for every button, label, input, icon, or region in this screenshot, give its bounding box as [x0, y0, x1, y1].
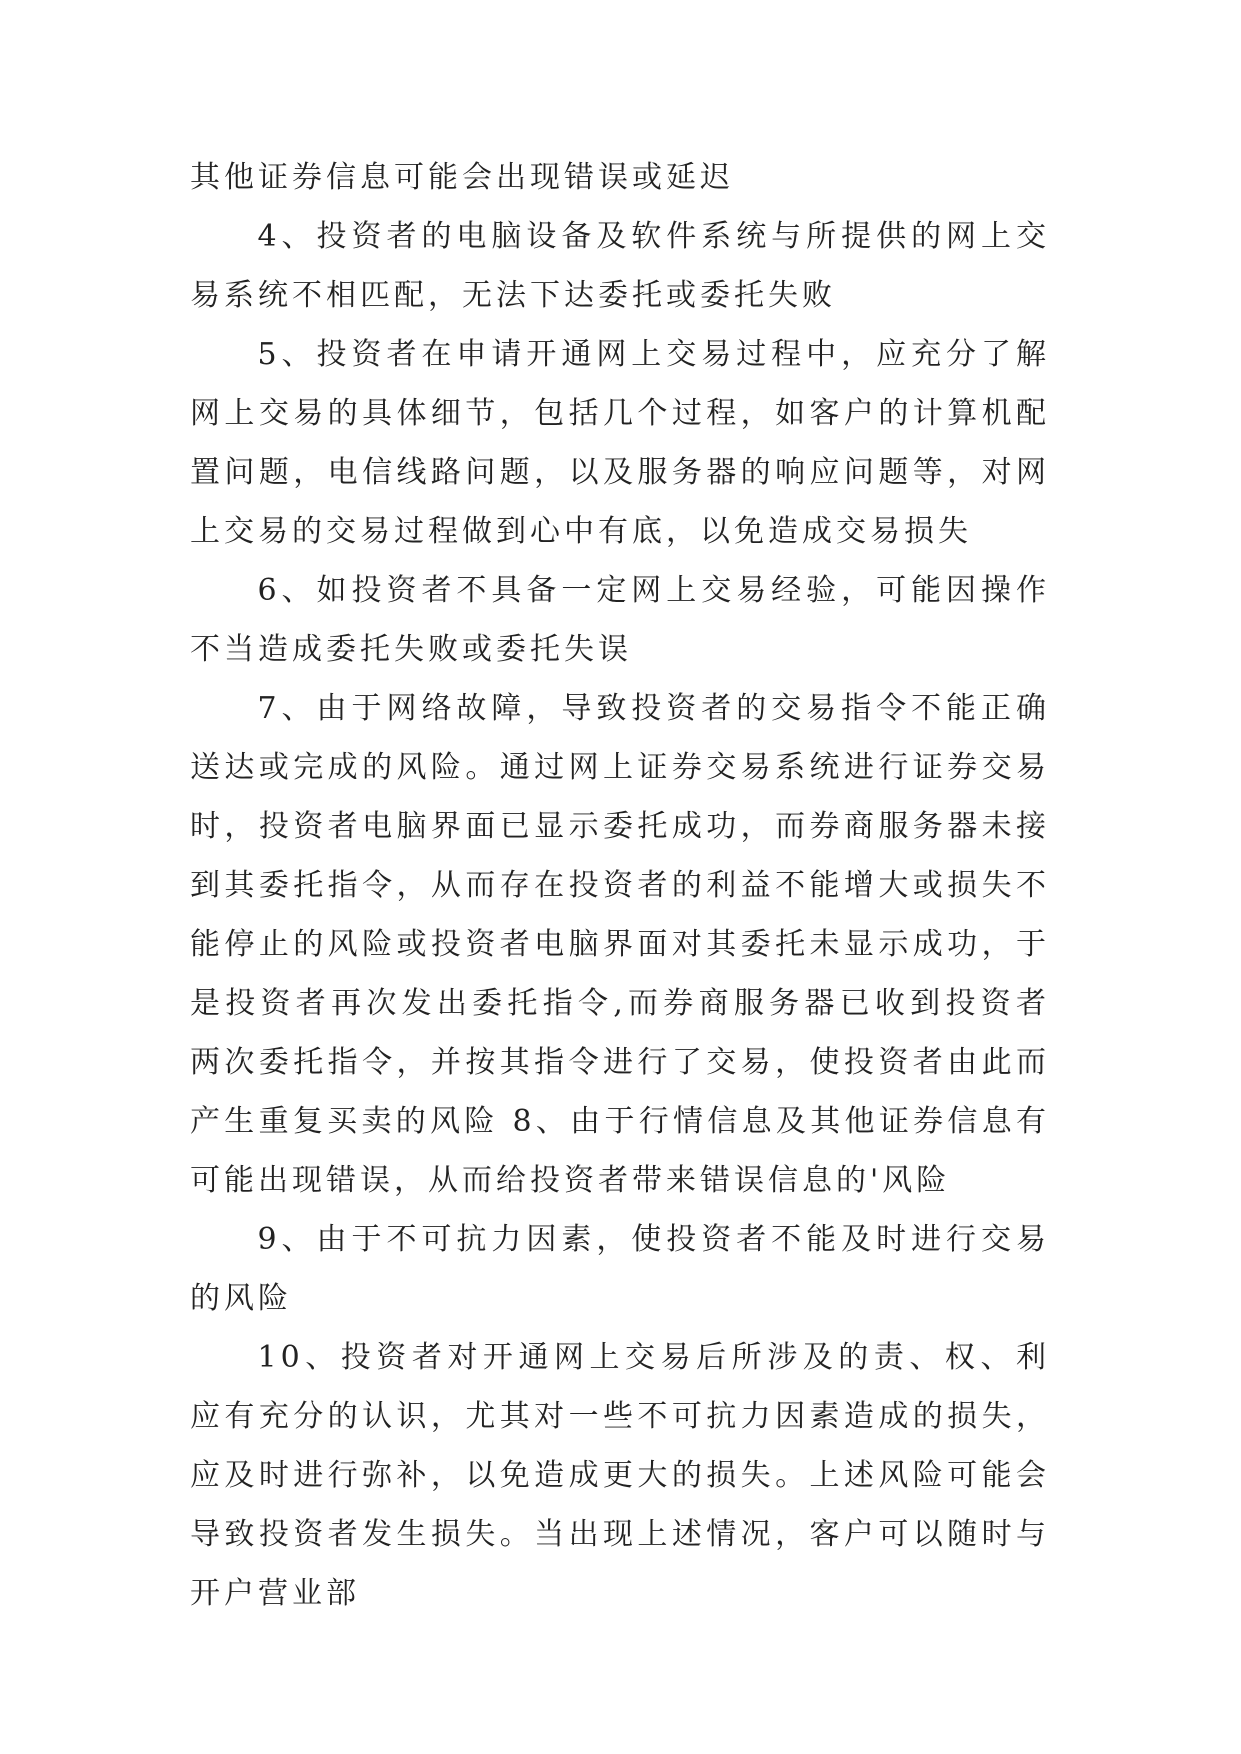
paragraph-item-9: 9、由于不可抗力因素，使投资者不能及时进行交易的风险	[190, 1222, 1050, 1316]
document-body	[190, 148, 1050, 1623]
paragraph-item-6: 6、如投资者不具备一定网上交易经验，可能因操作不当造成委托失败或委托失误	[190, 573, 1050, 667]
paragraph-item-5: 5、投资者在申请开通网上交易过程中，应充分了解网上交易的具体细节，包括几个过程，如客户的计算机配置问题，电信线路问题，以及服务器的响应问题等，对网上交易的交易过程做到心中有底，以免造成交易损失	[190, 337, 1050, 549]
paragraph-item-10: 10、投资者对开通网上交易后所涉及的责、权、利应有充分的认识，尤其对一些不可抗力因素造成的损失，应及时进行弥补，以免造成更大的损失。上述风险可能会导致投资者发生损失。当出现上述情况，客户可以随时与开户营业部	[190, 1340, 1050, 1611]
paragraph-item-7: 7、由于网络故障，导致投资者的交易指令不能正确送达或完成的风险。通过网上证券交易系统进行证券交易时，投资者电脑界面已显示委托成功，而券商服务器未接到其委托指令，从而存在投资者的利益不能增大或损失不能停止的风险或投资者电脑界面对其委托未显示成功，于是投资者再次发出委托指令,而券商服务器已收到投资者两次委托指令，并按其指令进行了交易，使投资者由此而产生重复买卖的风险 8、由于行情信息及其他证券信息有可能出现错误，从而给投资者带来错误信息的'风险	[190, 691, 1050, 1198]
paragraph-continuation: 其他证券信息可能会出现错误或延迟	[190, 160, 734, 195]
paragraph-item-4: 4、投资者的电脑设备及软件系统与所提供的网上交易系统不相匹配，无法下达委托或委托失败	[190, 219, 1050, 313]
